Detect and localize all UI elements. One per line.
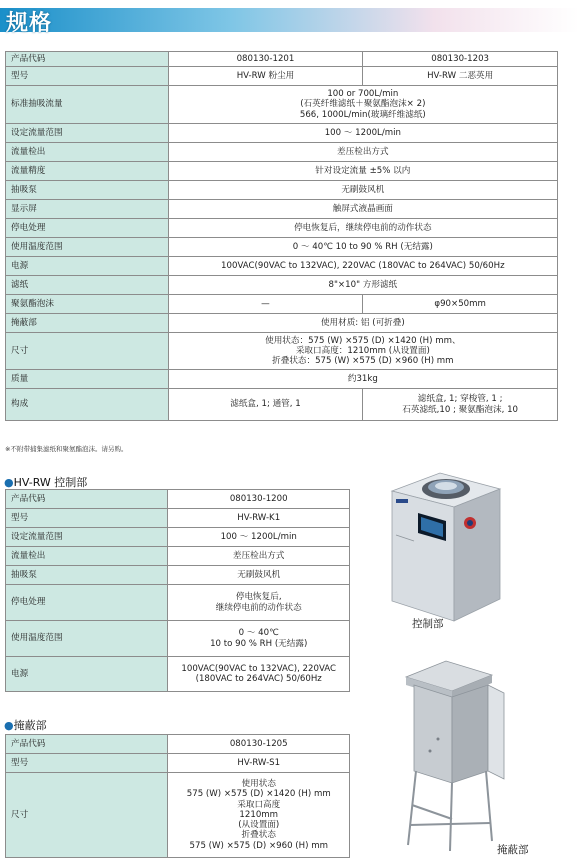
row-label: 型号 — [6, 754, 168, 773]
row-value: 100 ～ 1200L/min — [168, 124, 557, 143]
spec-table — [5, 51, 558, 421]
row-label: 流量检出 — [6, 547, 168, 566]
row-label: 产品代码 — [6, 735, 168, 754]
row-value: 使用材质: 铝 (可折叠) — [168, 314, 557, 333]
shelter-photo — [388, 655, 508, 855]
row-value: 0 ～ 40℃ 10 to 90 % RH (无结露) — [168, 238, 557, 257]
banner-gradient — [0, 8, 579, 32]
row-value: 无刷鼓风机 — [168, 181, 557, 200]
shelter-photo-caption: 掩蔽部 — [497, 844, 529, 856]
row-label: 尺寸 — [6, 333, 169, 370]
row-label: 停电处理 — [6, 219, 169, 238]
row-value: 滤纸盒, 1; 穿梭管, 1 ; 石英滤纸,10 ; 聚氨酯泡沫, 10 — [363, 389, 558, 421]
row-label: 滤纸 — [6, 276, 169, 295]
table-row — [6, 143, 558, 162]
row-value: 100 or 700L/min (石英纤维滤纸＋聚氨酯泡沫× 2) 566, 1000L/min(玻璃纤维滤纸) — [168, 86, 557, 124]
footnote: ※不附带捕集滤纸和聚氨酯泡沫。请另购。 — [5, 445, 128, 453]
control-section-title: HV-RW 控制部 — [13, 476, 88, 489]
table-row — [6, 67, 558, 86]
row-value: 差压检出方式 — [168, 547, 350, 566]
row-value: 100 ～ 1200L/min — [168, 528, 350, 547]
table-row — [6, 162, 558, 181]
table-row — [6, 52, 558, 67]
table-row — [6, 657, 350, 692]
table-row — [6, 754, 350, 773]
row-label: 使用温度范围 — [6, 621, 168, 657]
table-row — [6, 333, 558, 370]
row-value: 080130-1203 — [363, 52, 558, 67]
table-row — [6, 276, 558, 295]
row-value: 使用状态：575 (W) ×575 (D) ×1420 (H) mm、 采取口高度：1210mm (从设置面) 折叠状态：575 (W) ×575 (D) ×960 (H) mm — [168, 333, 557, 370]
table-row — [6, 389, 558, 421]
row-value: HV-RW-S1 — [168, 754, 350, 773]
row-value: 8"×10" 方形滤纸 — [168, 276, 557, 295]
row-value: — — [168, 295, 363, 314]
table-row — [6, 566, 350, 585]
row-value: 针对设定流量 ±5% 以内 — [168, 162, 557, 181]
table-row — [6, 735, 350, 754]
table-row — [6, 124, 558, 143]
row-label: 尺寸 — [6, 773, 168, 858]
table-row — [6, 181, 558, 200]
row-value: 080130-1200 — [168, 490, 350, 509]
row-label: 聚氨酯泡沫 — [6, 295, 169, 314]
control-section-heading — [4, 474, 87, 490]
row-label: 产品代码 — [6, 490, 168, 509]
row-label: 产品代码 — [6, 52, 169, 67]
row-label: 掩蔽部 — [6, 314, 169, 333]
row-value: 差压检出方式 — [168, 143, 557, 162]
bullet-icon: ● — [4, 476, 14, 489]
row-label: 构成 — [6, 389, 169, 421]
table-row — [6, 528, 350, 547]
table-row — [6, 200, 558, 219]
row-value: HV-RW 粉尘用 — [168, 67, 363, 86]
control-unit-photo — [378, 463, 508, 623]
shelter-spec-table — [5, 734, 350, 858]
row-label: 使用温度范围 — [6, 238, 169, 257]
row-value: 停电恢复后, 继续停电前的动作状态 — [168, 585, 350, 621]
row-value: HV-RW-K1 — [168, 509, 350, 528]
row-label: 流量精度 — [6, 162, 169, 181]
row-label: 抽吸泵 — [6, 566, 168, 585]
table-row — [6, 238, 558, 257]
shelter-section-title: 掩蔽部 — [13, 719, 47, 732]
row-value: 080130-1205 — [168, 735, 350, 754]
table-row — [6, 773, 350, 858]
control-spec-table — [5, 489, 350, 692]
row-label: 型号 — [6, 509, 168, 528]
row-value: 100VAC(90VAC to 132VAC), 220VAC (180VAC to 264VAC) 50/60Hz — [168, 257, 557, 276]
table-row — [6, 219, 558, 238]
control-photo-caption: 控制部 — [412, 618, 444, 630]
row-label: 质量 — [6, 370, 169, 389]
table-row — [6, 257, 558, 276]
row-label: 设定流量范围 — [6, 528, 168, 547]
row-label: 电源 — [6, 657, 168, 692]
row-label: 停电处理 — [6, 585, 168, 621]
row-value: 0 ～ 40℃ 10 to 90 % RH (无结露) — [168, 621, 350, 657]
table-row — [6, 509, 350, 528]
row-label: 标准抽吸流量 — [6, 86, 169, 124]
table-row — [6, 86, 558, 124]
table-row — [6, 585, 350, 621]
row-label: 抽吸泵 — [6, 181, 169, 200]
row-value: 100VAC(90VAC to 132VAC), 220VAC (180VAC to 264VAC) 50/60Hz — [168, 657, 350, 692]
table-row — [6, 547, 350, 566]
table-row — [6, 314, 558, 333]
table-row — [6, 370, 558, 389]
row-value: 080130-1201 — [168, 52, 363, 67]
row-value: 滤纸盒, 1; 通管, 1 — [168, 389, 363, 421]
row-label: 设定流量范围 — [6, 124, 169, 143]
row-value: HV-RW 二恶英用 — [363, 67, 558, 86]
row-label: 显示屏 — [6, 200, 169, 219]
table-row — [6, 295, 558, 314]
row-label: 电源 — [6, 257, 169, 276]
bullet-icon: ● — [4, 719, 14, 732]
table-row — [6, 621, 350, 657]
row-value: 无刷鼓风机 — [168, 566, 350, 585]
row-value: φ90×50mm — [363, 295, 558, 314]
row-value: 约31kg — [168, 370, 557, 389]
title-banner — [0, 0, 579, 36]
row-value: 停电恢复后，继续停电前的动作状态 — [168, 219, 557, 238]
row-value: 使用状态 575 (W) ×575 (D) ×1420 (H) mm 采取口高度 1210mm (从设置面) 折叠状态 575 (W) ×575 (D) ×960 (H) mm — [168, 773, 350, 858]
row-label: 型号 — [6, 67, 169, 86]
row-label: 流量检出 — [6, 143, 169, 162]
page-title: 规格 — [6, 11, 53, 36]
table-row — [6, 490, 350, 509]
row-value: 触屏式液晶画面 — [168, 200, 557, 219]
shelter-section-heading — [4, 717, 47, 733]
